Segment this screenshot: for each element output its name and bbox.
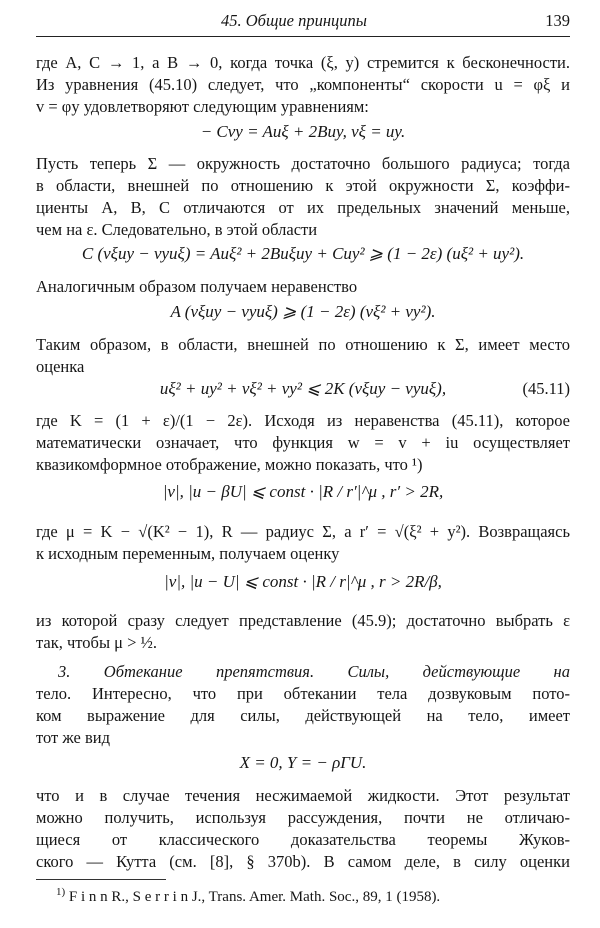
text-line: где K = (1 + ε)/(1 − 2ε). Исходя из неравенства (45.11), которое bbox=[36, 411, 570, 430]
text-line: математически означает, что функция w = v + iu осуществляет bbox=[36, 433, 570, 452]
text-line: можно получить, используя рассуждения, почти не отличаю- bbox=[36, 808, 570, 827]
page-header bbox=[36, 10, 570, 37]
formula-velocity-equations: − Cvy = Auξ + 2Buy, vξ = uy. bbox=[200, 122, 406, 141]
formula-estimate-r-prime: |v|, |u − βU| ⩽ const · |R / r′|^μ , r′ > 2R, bbox=[162, 482, 444, 501]
formula-force: X = 0, Y = − ρΓU. bbox=[239, 753, 367, 772]
footnote-text: F i n n R., S e r r i n J., Trans. Amer. Math. Soc., 89, 1 (1958). bbox=[68, 889, 441, 905]
formula-inequality-c: C (vξuy − vyuξ) = Auξ² + 2Buξuy + Cuy² ⩾ (1 − 2ε) (uξ² + uy²). bbox=[81, 244, 525, 263]
footnote bbox=[56, 882, 570, 907]
text-line: оценка bbox=[36, 357, 85, 376]
section-heading: 3. Обтекание препятствия. Силы, действующие на bbox=[58, 662, 570, 681]
text-line: так, чтобы μ > ½. bbox=[36, 633, 158, 652]
text-line: из которой сразу следует представление (45.9); достаточно выбрать ε bbox=[36, 611, 570, 630]
text-line: к исходным переменным, получаем оценку bbox=[36, 544, 340, 563]
text-line: Аналогичным образом получаем неравенство bbox=[36, 277, 358, 296]
formula-estimate-r: |v|, |u − U| ⩽ const · |R / r|^μ , r > 2R/β, bbox=[164, 572, 442, 591]
text-line: где A, C → 1, а B → 0, когда точка (ξ, y) стремится к бесконечности. bbox=[36, 53, 570, 72]
equation-number: (45.11) bbox=[522, 379, 570, 398]
footnote-marker: 1) bbox=[56, 886, 66, 898]
text-line: щиеся от классического доказательства теоремы Жуков- bbox=[36, 830, 570, 849]
text-line: чем на ε. Следовательно, в этой области bbox=[36, 220, 318, 239]
text-line: квазикомформное отображение, можно показать, что ¹) bbox=[36, 455, 423, 474]
text-line: где μ = K − √(K² − 1), R — радиус Σ, а r′ = √(ξ² + y²). Возвращаясь bbox=[36, 522, 570, 541]
text-line: тот же вид bbox=[36, 728, 111, 747]
text-line: ского — Кутта (см. [8], § 370b). В самом деле, в силу оценки bbox=[36, 852, 570, 871]
text-line: Из уравнения (45.10) следует, что „компоненты“ скорости u = φξ и bbox=[36, 75, 570, 94]
page-number: 139 bbox=[545, 11, 570, 30]
text-line: в области, внешней по отношению к этой окружности Σ, коэффи- bbox=[36, 176, 570, 195]
text-line: v = φy удовлетворяют следующим уравнениям: bbox=[36, 97, 369, 116]
running-title: 45. Общие принципы bbox=[221, 11, 367, 30]
text-line: циенты A, B, C отличаются от их предельных значений меньше, bbox=[36, 198, 570, 217]
text-line: тело. Интересно, что при обтекании тела дозвуковым пото- bbox=[36, 684, 570, 703]
text-line: Таким образом, в области, внешней по отношению к Σ, имеет место bbox=[36, 335, 570, 354]
text-line: что и в случае течения несжимаемой жидкости. Этот результат bbox=[36, 786, 570, 805]
footnote-rule bbox=[36, 879, 166, 880]
formula-45-11 bbox=[36, 377, 570, 401]
formula-45-11-body: uξ² + uy² + vξ² + vy² ⩽ 2K (vξuy − vyuξ), bbox=[159, 379, 447, 398]
formula-inequality-a: A (vξuy − vyuξ) ⩾ (1 − 2ε) (vξ² + vy²). bbox=[170, 302, 436, 321]
text-line: ком выражение для силы, действующей на тело, имеет bbox=[36, 706, 570, 725]
text-line: Пусть теперь Σ — окружность достаточно большого радиуса; тогда bbox=[36, 154, 570, 173]
